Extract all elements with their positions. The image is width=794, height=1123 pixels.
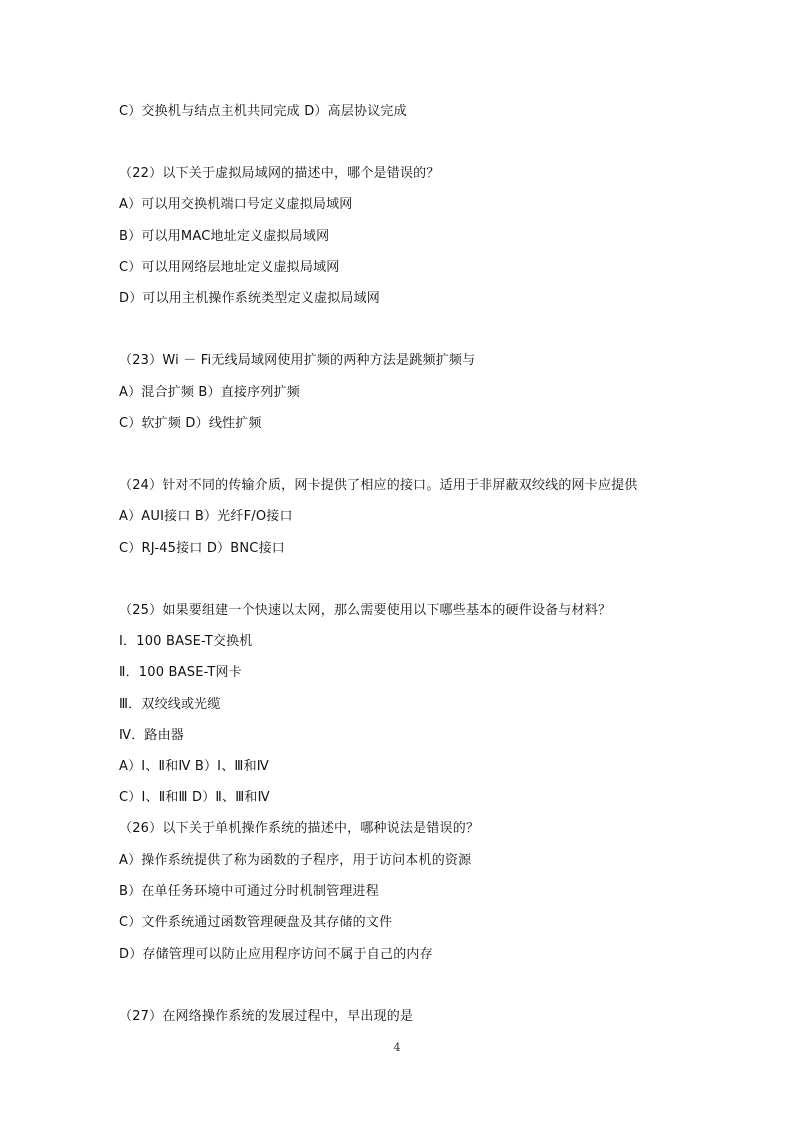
q23-options-ab: A）混合扩频 B）直接序列扩频	[119, 385, 300, 400]
q25-item-1: Ⅰ．100 BASE-T交换机	[119, 634, 253, 649]
q25-item-2: Ⅱ．100 BASE-T网卡	[119, 665, 242, 680]
q24-options-cd: C）RJ-45接口 D）BNC接口	[119, 541, 285, 556]
q25-item-4: Ⅳ．路由器	[119, 728, 184, 743]
q22-option-b: B）可以用MAC地址定义虚拟局域网	[119, 229, 330, 244]
page-number: 4	[393, 1041, 401, 1054]
q22-option-c: C）可以用网络层地址定义虚拟局域网	[119, 260, 340, 275]
q26-option-b: B）在单任务环境中可通过分时机制管理进程	[119, 884, 379, 899]
q23-question: （23）Wi － Fi无线局域网使用扩频的两种方法是跳频扩频与	[119, 353, 476, 368]
q26-question: （26）以下关于单机操作系统的描述中，哪种说法是错误的？	[119, 821, 480, 836]
q25-options-cd: C）Ⅰ、Ⅱ和Ⅲ D）Ⅱ、Ⅲ和Ⅳ	[119, 790, 270, 805]
q24-options-ab: A）AUI接口 B）光纤F/O接口	[119, 509, 293, 524]
q25-item-3: Ⅲ．双绞线或光缆	[119, 697, 221, 712]
q26-option-a: A）操作系统提供了称为函数的子程序，用于访问本机的资源	[119, 853, 472, 868]
q21-options-cd: C）交换机与结点主机共同完成 D）高层协议完成	[119, 104, 407, 119]
q22-option-d: D）可以用主机操作系统类型定义虚拟局域网	[119, 291, 381, 306]
q22-option-a: A）可以用交换机端口号定义虚拟局域网	[119, 197, 353, 212]
q26-option-c: C）文件系统通过函数管理硬盘及其存储的文件	[119, 915, 393, 930]
q25-question: （25）如果要组建一个快速以太网，那么需要使用以下哪些基本的硬件设备与材料？	[119, 603, 612, 618]
q23-options-cd: C）软扩频 D）线性扩频	[119, 416, 262, 431]
q26-option-d: D）存储管理可以防止应用程序访问不属于自己的内存	[119, 947, 433, 962]
q22-question: （22）以下关于虚拟局域网的描述中，哪个是错误的？	[119, 166, 440, 181]
q25-options-ab: A）Ⅰ、Ⅱ和Ⅳ B）Ⅰ、Ⅲ和Ⅳ	[119, 759, 269, 774]
q27-question: （27）在网络操作系统的发展过程中，早出现的是	[119, 1009, 414, 1024]
q24-question: （24）针对不同的传输介质，网卡提供了相应的接口。适用于非屏蔽双绞线的网卡应提供	[119, 478, 638, 493]
